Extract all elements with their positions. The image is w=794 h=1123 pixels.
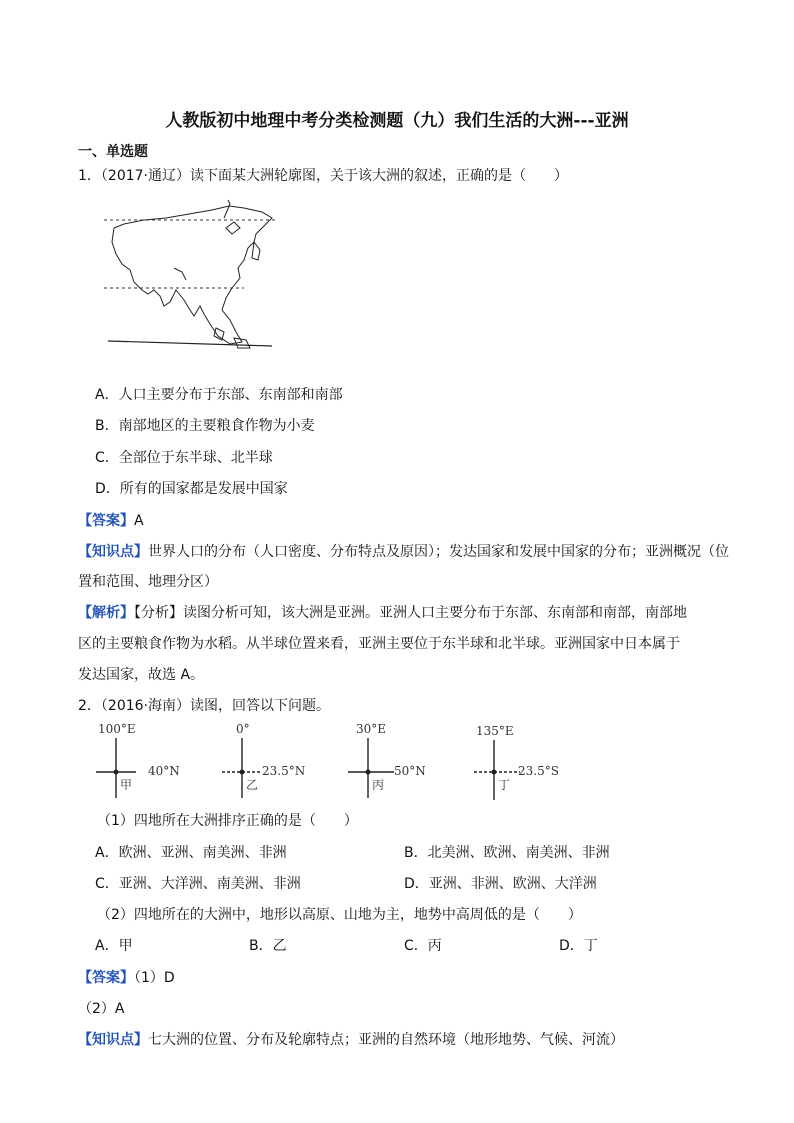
q1-knowledge (78, 541, 729, 561)
q1-knowledge-cont: 置和范围、地理分区） (78, 574, 218, 590)
knowledge-text: 世界人口的分布（人口密度、分布特点及原因）；发达国家和发展中国家的分布；亚洲概况（位 (148, 544, 729, 560)
asia-outline-map (104, 198, 276, 358)
q2-sub1-stem: （1）四地所在大洲排序正确的是（ ） (97, 813, 358, 829)
q2-stem: 2．（2016·海南）读图，回答以下问题。 (78, 698, 330, 714)
q1-option-d: D．所有的国家都是发展中国家 (95, 481, 288, 497)
coordinate-diagram-ding (474, 722, 584, 806)
latitude-label: 23.5°S (518, 764, 559, 778)
coordinate-diagram-jia (96, 720, 206, 804)
answer-tag: 【答案】 (78, 513, 134, 529)
q2-sub2-option-d: D．丁 (559, 938, 598, 954)
q2-answer-cont: （2）A (78, 1001, 125, 1017)
answer-value: A (134, 513, 144, 529)
q1-option-c: C．全部位于东半球、北半球 (95, 450, 273, 466)
latitude-label: 23.5°N (262, 764, 306, 778)
q2-sub1-option-b: B．北美洲、欧洲、南美洲、非洲 (404, 845, 610, 861)
coordinate-diagram-yi (222, 720, 332, 804)
q1-analysis (78, 602, 687, 622)
place-name: 丁 (498, 778, 511, 792)
analysis-text: 【分析】读图分析可知，该大洲是亚洲。亚洲人口主要分布于东部、东南部和南部，南部地 (134, 605, 687, 621)
knowledge-tag: 【知识点】 (78, 544, 148, 560)
knowledge-tag: 【知识点】 (78, 1032, 148, 1048)
q2-sub2-option-c: C．丙 (404, 938, 442, 954)
page-title: 人教版初中地理中考分类检测题（九）我们生活的大洲---亚洲 (165, 111, 629, 131)
q1-answer (78, 510, 144, 530)
knowledge-text: 七大洲的位置、分布及轮廓特点；亚洲的自然环境（地形地势、气候、河流） (148, 1032, 624, 1048)
longitude-label: 100°E (98, 722, 136, 736)
q1-analysis-cont-1: 区的主要粮食作物为水稻。从半球位置来看，亚洲主要位于东半球和北半球。亚洲国家中日本属于 (78, 636, 680, 652)
q1-stem: 1．（2017·通辽）读下面某大洲轮廓图，关于该大洲的叙述，正确的是（ ） (78, 168, 568, 184)
q1-analysis-cont-2: 发达国家，故选 A。 (78, 667, 205, 683)
latitude-label: 40°N (148, 764, 180, 778)
longitude-label: 30°E (356, 722, 387, 736)
latitude-label: 50°N (394, 764, 426, 778)
answer-value: （1）D (134, 970, 175, 986)
q2-sub2-stem: （2）四地所在的大洲中，地形以高原、山地为主，地势中高周低的是（ ） (97, 907, 582, 923)
q2-sub2-option-a: A．甲 (95, 938, 133, 954)
section-heading: 一、单选题 (78, 144, 148, 160)
q2-sub2-option-b: B．乙 (249, 938, 287, 954)
q1-option-b: B．南部地区的主要粮食作物为小麦 (95, 418, 315, 434)
q2-sub1-option-c: C．亚洲、大洋洲、南美洲、非洲 (95, 876, 301, 892)
place-name: 乙 (246, 778, 259, 792)
place-name: 甲 (120, 778, 133, 792)
coordinate-diagram-bing (348, 720, 458, 804)
q2-knowledge (78, 1029, 624, 1049)
answer-tag: 【答案】 (78, 970, 134, 986)
q2-sub1-option-a: A．欧洲、亚洲、南美洲、非洲 (95, 845, 287, 861)
q2-answer (78, 967, 175, 987)
q2-sub1-option-d: D．亚洲、非洲、欧洲、大洋洲 (404, 876, 597, 892)
q1-option-a: A．人口主要分布于东部、东南部和南部 (95, 387, 343, 403)
longitude-label: 0° (236, 722, 250, 736)
longitude-label: 135°E (476, 724, 514, 738)
place-name: 丙 (372, 778, 385, 792)
analysis-tag: 【解析】 (78, 605, 134, 621)
